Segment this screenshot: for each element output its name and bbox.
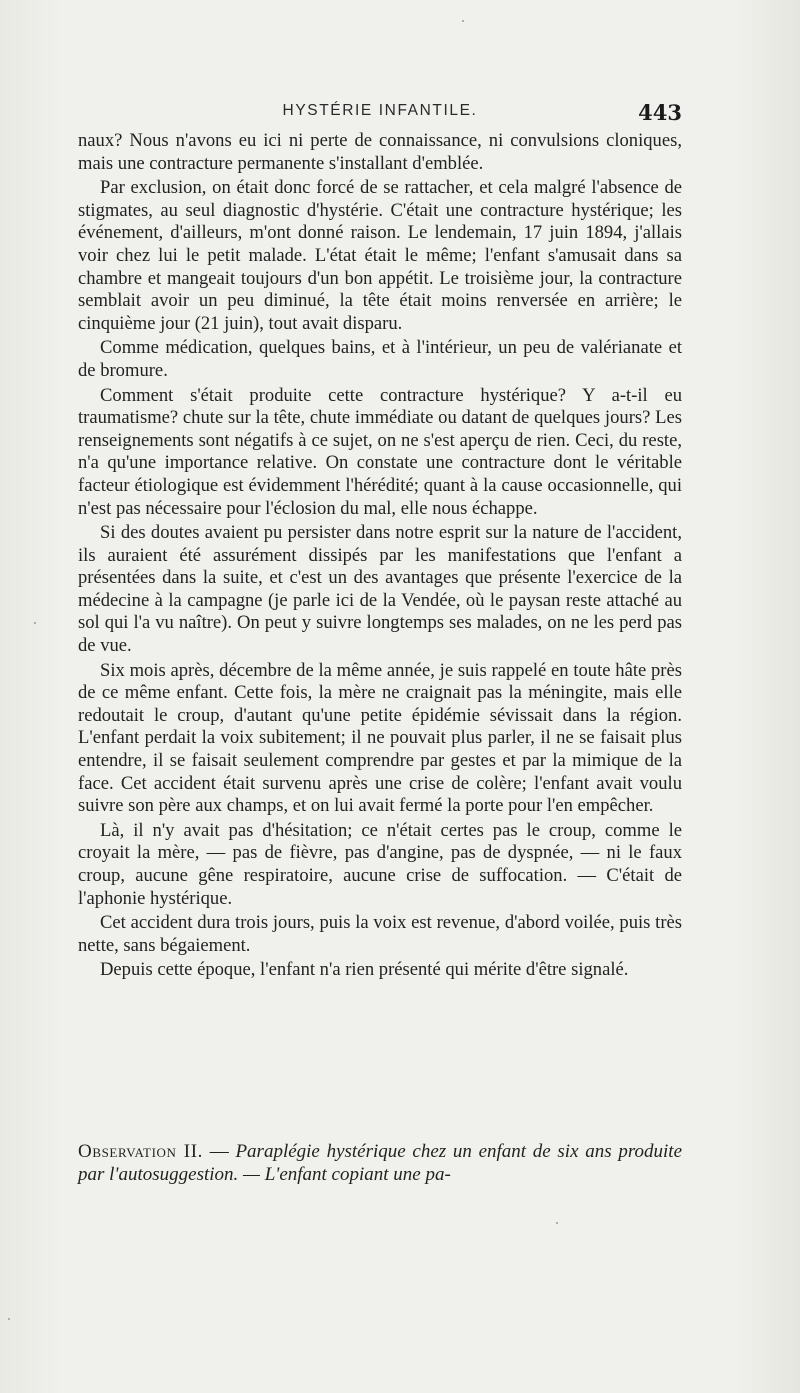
paragraph: Là, il n'y avait pas d'hésitation; ce n'était certes pas le croup, comme le croyait la mère, — pas de fièvre, pas d'angine, pas de dyspnée, — ni le faux croup, aucune gêne respiratoire, aucune crise de suffocation. — C'était de l'aphonie hystérique.: [78, 819, 682, 909]
paper-speck: [556, 1222, 558, 1224]
paragraph: Comment s'était produite cette contracture hystérique? Y a-t-il eu traumatisme? chute sur la tête, chute immédiate ou datant de quelques jours? Les renseignements sont négatifs à ce sujet, on ne s'est aperçu de rien. Ceci, du reste, n'a qu'une importance relative. On constate une contracture dont le véritable facteur étiologique est évidemment l'hérédité; quant à la cause occasionnelle, qui n'est pas nécessaire pour l'éclosion du mal, elle nous échappe.: [78, 384, 682, 519]
paragraph: Six mois après, décembre de la même année, je suis rappelé en toute hâte près de ce même enfant. Cette fois, la mère ne craignait pas la méningite, mais elle redoutait le croup, d'autant qu'une petite épidémie sévissait dans la région. L'enfant perdait la voix subitement; il ne pouvait plus parler, il ne se faisait plus entendre, il se faisait seulement comprendre par gestes et par la mimique de la face. Cet accident était survenu après une crise de colère; l'enfant avait voulu suivre son père aux champs, et on lui avait fermé la porte pour l'en empêcher.: [78, 659, 682, 817]
paragraph: Par exclusion, on était donc forcé de se rattacher, et cela malgré l'absence de stigmates, au seul diagnostic d'hystérie. C'était une contracture hystérique; les événement, d'ailleurs, m'ont donné raison. Le lendemain, 17 juin 1894, j'allais voir chez lui le petit malade. L'état était le même; l'enfant s'amusait dans sa chambre et mangeait toujours d'un bon appétit. Le troisième jour, la contracture semblait avoir un peu diminué, la tête était moins renversée en arrière; le cinquième jour (21 juin), tout avait disparu.: [78, 177, 682, 334]
paragraph: Cet accident dura trois jours, puis la voix est revenue, d'abord voilée, puis très nette, sans bégaiement.: [78, 912, 682, 956]
observation-label: Observation II.: [78, 1141, 204, 1162]
paragraph: naux? Nous n'avons eu ici ni perte de connaissance, ni convulsions cloniques, mais une contracture permanente s'installant d'emblée.: [78, 130, 682, 174]
running-title: HYSTÉRIE INFANTILE.: [282, 102, 478, 119]
paragraph: Comme médication, quelques bains, et à l'intérieur, un peu de valérianate et de bromure.: [78, 337, 682, 381]
observation-separator: —: [203, 1141, 236, 1162]
observation-title: Paraplégie hystérique chez un enfant de six ans produite par l'autosuggestion. — L'enfant copiant une pa-: [78, 1141, 683, 1185]
observation-heading: [78, 1140, 682, 1186]
page-header: [78, 100, 682, 130]
paper-speck: [462, 20, 464, 22]
paper-speck: [8, 1318, 10, 1320]
paragraph: Si des doutes avaient pu persister dans notre esprit sur la nature de l'accident, ils auraient été assurément dissipés par les manifestations que l'enfant a présentées dans la suite, et c'est un des avantages que présente l'exercice de la médecine à la campagne (je parle ici de la Vendée, où le paysan reste attaché au sol qui l'a vu naître). On peut y suivre longtemps ses malades, on ne les perd pas de vue.: [78, 522, 682, 657]
paper-speck: [34, 622, 36, 624]
page-number: 443: [638, 100, 682, 125]
body-text: [78, 130, 682, 982]
paragraph: Depuis cette époque, l'enfant n'a rien présenté qui mérite d'être signalé.: [100, 959, 629, 981]
